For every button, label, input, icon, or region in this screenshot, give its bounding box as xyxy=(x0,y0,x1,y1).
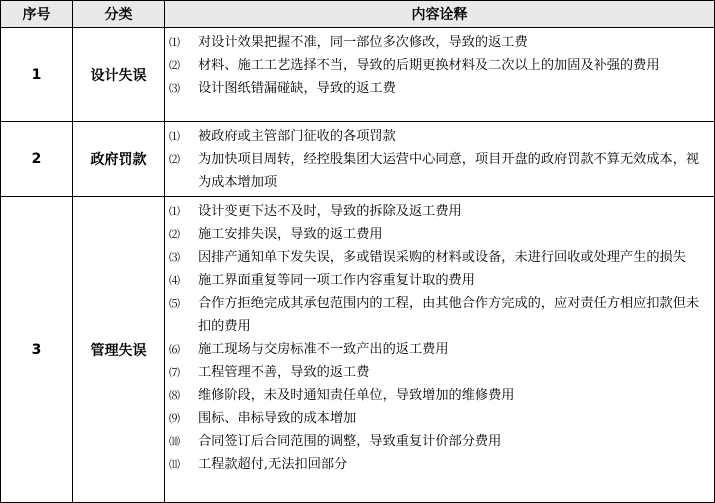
item-text: 合作方拒绝完成其承包范围内的工程，由其他合作方完成的，应对责任方相应扣款但未扣的费用 xyxy=(198,296,700,334)
row-category: 管理失误 xyxy=(73,197,165,503)
header-content-explanation: 内容诠释 xyxy=(165,1,715,28)
row-content xyxy=(165,197,715,503)
list-item xyxy=(169,292,708,338)
item-marker: ⑼ xyxy=(169,412,180,425)
list-item xyxy=(169,453,708,476)
list-item xyxy=(169,148,708,194)
table-row xyxy=(1,28,715,122)
item-text: 围标、串标导致的成本增加 xyxy=(198,411,357,426)
item-text: 施工界面重复等同一项工作内容重复计取的费用 xyxy=(198,273,475,288)
item-list xyxy=(169,200,708,476)
table-header-row xyxy=(1,1,715,28)
item-marker: ⑻ xyxy=(169,389,180,402)
item-text: 施工安排失误，导致的返工费用 xyxy=(198,227,383,242)
item-text: 工程款超付,无法扣回部分 xyxy=(198,457,348,472)
row-category: 设计失误 xyxy=(73,28,165,122)
list-item xyxy=(169,77,708,100)
item-text: 被政府或主管部门征收的各项罚款 xyxy=(198,129,396,144)
item-marker: ⑶ xyxy=(169,82,180,95)
item-text: 材料、施工工艺选择不当，导致的后期更换材料及二次以上的加固及补强的费用 xyxy=(198,58,660,73)
item-text: 维修阶段，未及时通知责任单位，导致增加的维修费用 xyxy=(198,388,515,403)
list-item xyxy=(169,125,708,148)
item-text: 因排产通知单下发失误，多或错误采购的材料或设备，未进行回收或处理产生的损失 xyxy=(198,250,686,265)
row-number: 1 xyxy=(1,28,73,122)
list-item xyxy=(169,338,708,361)
list-item xyxy=(169,31,708,54)
list-item xyxy=(169,54,708,77)
item-marker: ⑴ xyxy=(169,130,180,143)
table-row xyxy=(1,122,715,197)
list-item xyxy=(169,407,708,430)
header-category: 分类 xyxy=(73,1,165,28)
item-marker: ⑶ xyxy=(169,251,180,264)
list-item xyxy=(169,223,708,246)
item-marker: ⑵ xyxy=(169,153,180,166)
item-text: 为加快项目周转，经控股集团大运营中心同意，项目开盘的政府罚款不算无效成本，视为成本增加项 xyxy=(198,152,700,190)
row-content xyxy=(165,28,715,122)
item-list xyxy=(169,125,708,194)
item-text: 施工现场与交房标准不一致产出的返工费用 xyxy=(198,342,449,357)
list-item xyxy=(169,384,708,407)
item-marker: ⑴ xyxy=(169,205,180,218)
item-marker: ⑽ xyxy=(169,435,180,448)
item-marker: ⑺ xyxy=(169,366,180,379)
item-marker: ⑴ xyxy=(169,36,180,49)
item-marker: ⑷ xyxy=(169,274,180,287)
list-item xyxy=(169,361,708,384)
list-item xyxy=(169,246,708,269)
item-marker: ⑸ xyxy=(169,297,180,310)
header-serial-number: 序号 xyxy=(1,1,73,28)
row-number: 2 xyxy=(1,122,73,197)
row-content xyxy=(165,122,715,197)
list-item xyxy=(169,430,708,453)
item-marker: ⑾ xyxy=(169,458,180,471)
item-text: 对设计效果把握不准，同一部位多次修改，导致的返工费 xyxy=(198,35,528,50)
item-list xyxy=(169,31,708,100)
list-item xyxy=(169,200,708,223)
item-text: 设计图纸错漏碰缺，导致的返工费 xyxy=(198,81,396,96)
item-text: 工程管理不善，导致的返工费 xyxy=(198,365,370,380)
table-row xyxy=(1,197,715,503)
item-text: 合同签订后合同范围的调整，导致重复计价部分费用 xyxy=(198,434,502,449)
list-item xyxy=(169,269,708,292)
row-number: 3 xyxy=(1,197,73,503)
item-marker: ⑹ xyxy=(169,343,180,356)
item-marker: ⑵ xyxy=(169,228,180,241)
item-marker: ⑵ xyxy=(169,59,180,72)
row-category: 政府罚款 xyxy=(73,122,165,197)
item-text: 设计变更下达不及时，导致的拆除及返工费用 xyxy=(198,204,462,219)
